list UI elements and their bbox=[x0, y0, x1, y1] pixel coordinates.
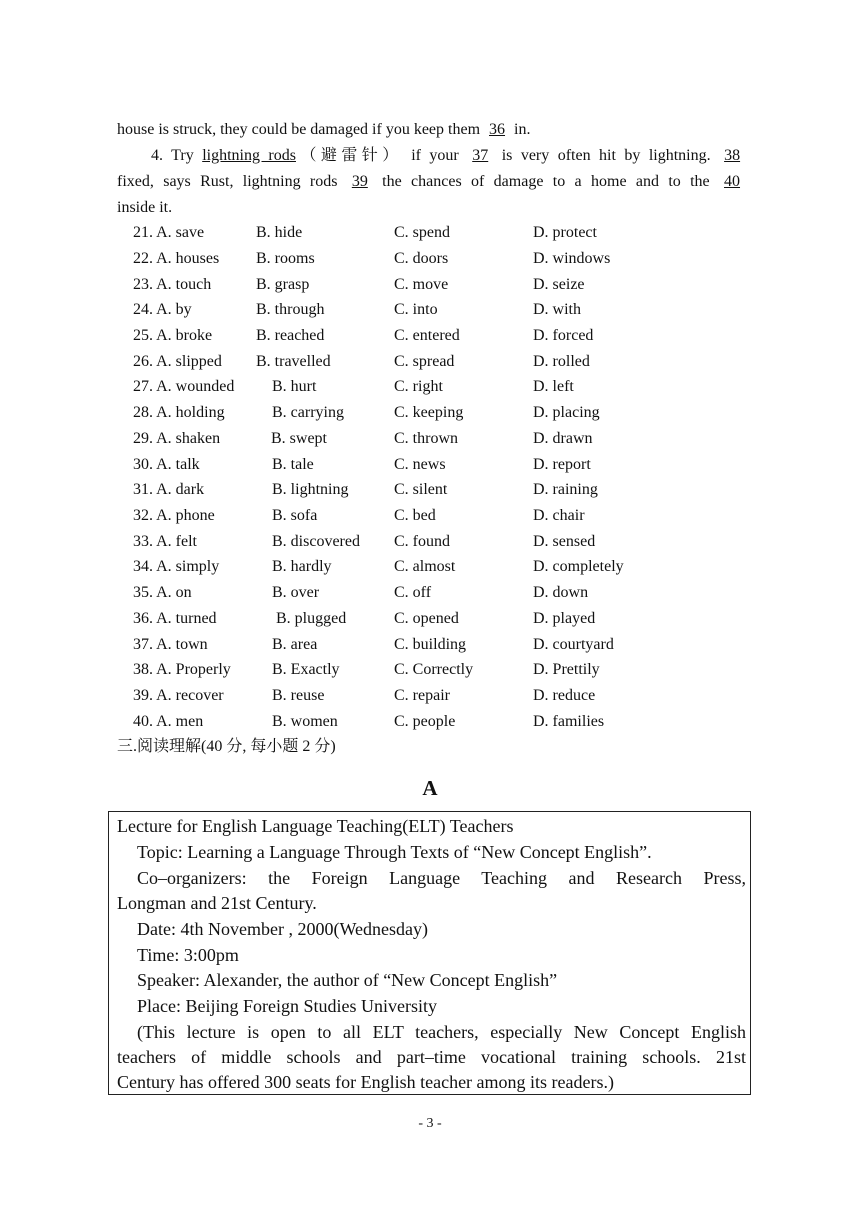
passage-text: fixed, says Rust, lightning rods bbox=[117, 173, 338, 190]
option-a: 34. A. simply bbox=[133, 558, 220, 575]
option-d: D. completely bbox=[533, 558, 624, 575]
option-d: D. families bbox=[533, 713, 605, 730]
question-row bbox=[0, 583, 860, 603]
notice-coorganizers: Co–organizers: the Foreign Language Teaching and Research Press, bbox=[137, 868, 746, 888]
option-b: B. carrying bbox=[272, 404, 344, 421]
option-d: D. rolled bbox=[533, 353, 590, 370]
option-c: C. doors bbox=[394, 250, 449, 267]
question-row bbox=[0, 712, 860, 732]
notice-topic: Topic: Learning a Language Through Texts of “New Concept English”. bbox=[137, 842, 652, 862]
option-a: 38. A. Properly bbox=[133, 661, 231, 678]
option-c: C. off bbox=[394, 584, 432, 601]
question-row bbox=[0, 275, 860, 295]
option-c: C. into bbox=[394, 301, 438, 318]
passage-text: 4. Try bbox=[151, 147, 194, 164]
blank-39: 39 bbox=[351, 173, 368, 190]
option-a: 40. A. men bbox=[133, 713, 204, 730]
option-b: B. hardly bbox=[272, 558, 332, 575]
option-b: B. plugged bbox=[276, 610, 347, 627]
question-row bbox=[0, 223, 860, 243]
option-d: D. drawn bbox=[533, 430, 593, 447]
lecture-notice-box bbox=[108, 811, 751, 1095]
option-b: B. hurt bbox=[272, 378, 317, 395]
option-c: C. opened bbox=[394, 610, 459, 627]
option-b: B. discovered bbox=[272, 533, 360, 550]
question-row bbox=[0, 635, 860, 655]
option-a: 35. A. on bbox=[133, 584, 192, 601]
question-row bbox=[0, 249, 860, 269]
notice-note-end: Century has offered 300 seats for English teacher among its readers.) bbox=[117, 1072, 615, 1092]
question-row bbox=[0, 660, 860, 680]
option-d: D. placing bbox=[533, 404, 600, 421]
question-row bbox=[0, 480, 860, 500]
notice-coorganizers-cont: Longman and 21st Century. bbox=[117, 893, 317, 913]
option-b: B. over bbox=[272, 584, 320, 601]
option-d: D. protect bbox=[533, 224, 597, 241]
option-a: 31. A. dark bbox=[133, 481, 205, 498]
option-a: 30. A. talk bbox=[133, 456, 200, 473]
question-row bbox=[0, 506, 860, 526]
passage-label: A bbox=[422, 776, 438, 800]
option-c: C. almost bbox=[394, 558, 456, 575]
option-d: D. raining bbox=[533, 481, 598, 498]
option-c: C. found bbox=[394, 533, 450, 550]
option-a: 23. A. touch bbox=[133, 276, 212, 293]
option-c: C. spend bbox=[394, 224, 450, 241]
option-a: 32. A. phone bbox=[133, 507, 215, 524]
lightning-rods-term: lightning rods bbox=[202, 147, 296, 164]
option-a: 26. A. slipped bbox=[133, 353, 222, 370]
notice-time: Time: 3:00pm bbox=[137, 945, 239, 965]
option-d: D. sensed bbox=[533, 533, 596, 550]
option-b: B. grasp bbox=[256, 276, 310, 293]
option-a: 24. A. by bbox=[133, 301, 192, 318]
passage-text: inside it. bbox=[117, 199, 173, 216]
option-c: C. building bbox=[394, 636, 467, 653]
notice-note: (This lecture is open to all ELT teachers, especially New Concept English bbox=[137, 1022, 746, 1042]
blank-36: 36 bbox=[489, 121, 506, 138]
passage-line-2 bbox=[117, 146, 745, 166]
option-a: 39. A. recover bbox=[133, 687, 224, 704]
option-c: C. spread bbox=[394, 353, 455, 370]
option-c: C. entered bbox=[394, 327, 460, 344]
option-c: C. right bbox=[394, 378, 443, 395]
option-b: B. hide bbox=[256, 224, 303, 241]
option-d: D. report bbox=[533, 456, 591, 473]
option-d: D. Prettily bbox=[533, 661, 600, 678]
blank-37: 37 bbox=[472, 147, 489, 164]
option-b: B. reached bbox=[256, 327, 325, 344]
passage-line-4 bbox=[117, 198, 745, 218]
option-d: D. seize bbox=[533, 276, 585, 293]
option-a: 25. A. broke bbox=[133, 327, 213, 344]
passage-text: in. bbox=[514, 121, 531, 138]
option-a: 29. A. shaken bbox=[133, 430, 221, 447]
question-row bbox=[0, 403, 860, 423]
passage-line-1 bbox=[117, 120, 745, 140]
option-c: C. move bbox=[394, 276, 449, 293]
option-a: 37. A. town bbox=[133, 636, 208, 653]
option-c: C. bed bbox=[394, 507, 436, 524]
option-b: B. tale bbox=[272, 456, 314, 473]
notice-date: Date: 4th November , 2000(Wednesday) bbox=[137, 919, 428, 939]
option-b: B. through bbox=[256, 301, 325, 318]
option-d: D. windows bbox=[533, 250, 611, 267]
passage-text: if your bbox=[411, 147, 459, 164]
option-d: D. courtyard bbox=[533, 636, 614, 653]
option-d: D. chair bbox=[533, 507, 585, 524]
question-row bbox=[0, 557, 860, 577]
option-b: B. reuse bbox=[272, 687, 325, 704]
option-c: C. news bbox=[394, 456, 446, 473]
option-d: D. played bbox=[533, 610, 596, 627]
option-d: D. reduce bbox=[533, 687, 596, 704]
option-a: 21. A. save bbox=[133, 224, 205, 241]
section-heading: 三.阅读理解(40 分, 每小题 2 分) bbox=[117, 738, 336, 755]
option-b: B. women bbox=[272, 713, 338, 730]
notice-speaker: Speaker: Alexander, the author of “New Concept English” bbox=[137, 970, 558, 990]
option-b: B. rooms bbox=[256, 250, 315, 267]
option-a: 33. A. felt bbox=[133, 533, 197, 550]
page-number: - 3 - bbox=[418, 1116, 442, 1131]
option-c: C. keeping bbox=[394, 404, 464, 421]
question-row bbox=[0, 532, 860, 552]
option-c: C. repair bbox=[394, 687, 450, 704]
option-d: D. forced bbox=[533, 327, 594, 344]
passage-text: is very often hit by lightning. bbox=[501, 147, 711, 164]
chinese-gloss: （避雷针） bbox=[295, 147, 403, 164]
question-row bbox=[0, 377, 860, 397]
option-b: B. lightning bbox=[272, 481, 349, 498]
notice-title: Lecture for English Language Teaching(ELT) Teachers bbox=[117, 816, 514, 836]
option-b: B. swept bbox=[271, 430, 327, 447]
option-b: B. sofa bbox=[272, 507, 318, 524]
question-row bbox=[0, 686, 860, 706]
question-row bbox=[0, 429, 860, 449]
question-row bbox=[0, 609, 860, 629]
option-a: 28. A. holding bbox=[133, 404, 225, 421]
option-d: D. left bbox=[533, 378, 574, 395]
passage-line-3 bbox=[117, 172, 745, 192]
option-b: B. travelled bbox=[256, 353, 331, 370]
option-a: 22. A. houses bbox=[133, 250, 220, 267]
question-row bbox=[0, 326, 860, 346]
passage-text: house is struck, they could be damaged if you keep them bbox=[117, 121, 481, 138]
option-c: C. thrown bbox=[394, 430, 458, 447]
option-a: 36. A. turned bbox=[133, 610, 217, 627]
option-b: B. area bbox=[272, 636, 318, 653]
question-row bbox=[0, 455, 860, 475]
blank-38: 38 bbox=[724, 147, 741, 164]
option-a: 27. A. wounded bbox=[133, 378, 235, 395]
option-c: C. people bbox=[394, 713, 456, 730]
notice-place: Place: Beijing Foreign Studies University bbox=[137, 996, 437, 1016]
question-row bbox=[0, 352, 860, 372]
option-c: C. silent bbox=[394, 481, 448, 498]
blank-40: 40 bbox=[724, 173, 741, 190]
option-d: D. with bbox=[533, 301, 581, 318]
notice-note-cont: teachers of middle schools and part–time vocational training schools. 21st bbox=[117, 1047, 746, 1067]
passage-text: the chances of damage to a home and to the bbox=[382, 173, 710, 190]
option-d: D. down bbox=[533, 584, 589, 601]
question-row bbox=[0, 300, 860, 320]
option-b: B. Exactly bbox=[272, 661, 340, 678]
option-c: C. Correctly bbox=[394, 661, 474, 678]
